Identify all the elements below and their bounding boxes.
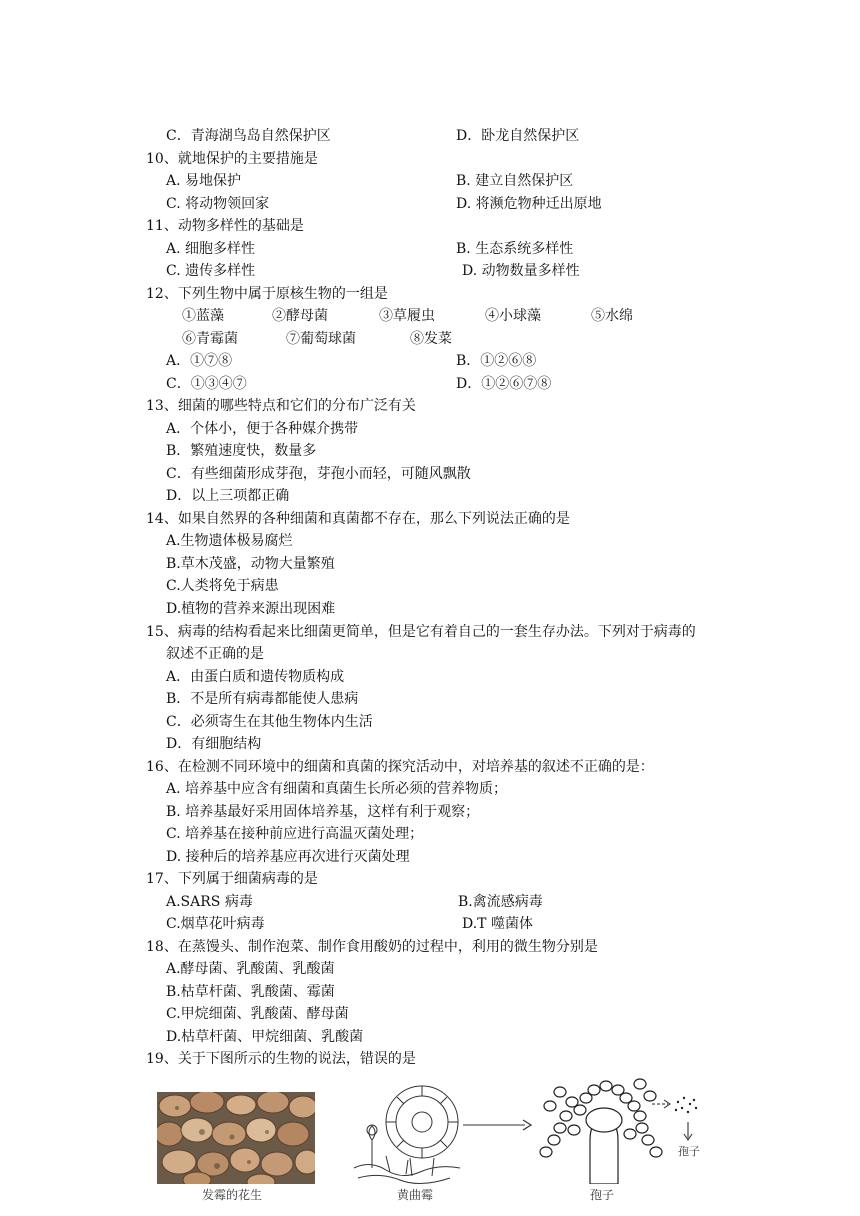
q12-option-c: C．①③④⑦ [166,376,247,392]
q15-option-c: C．必须寄生在其他生物体内生活 [166,714,373,730]
q17-option-b: B.禽流感病毒 [458,894,543,910]
q9-option-d: D．卧龙自然保护区 [456,128,580,144]
q13-option-c: C．有些细菌形成芽孢，芽孢小而轻，可随风飘散 [166,466,471,482]
q17-option-c: C.烟草花叶病毒 [166,916,265,932]
q13-option-d: D．以上三项都正确 [166,488,290,504]
q12-item: ①蓝藻 [182,308,224,324]
q14-option-b: B.草木茂盛，动物大量繁殖 [166,556,335,572]
q15-stem-line2: 叙述不正确的是 [166,646,264,662]
q14-option-a: A.生物遗体极易腐烂 [166,533,293,549]
q16-option-a: A. 培养基中应含有细菌和真菌生长所必须的营养物质； [166,781,508,797]
spore-label: 孢子 [678,1145,700,1158]
q18-option-d: D.枯草杆菌、甲烷细菌、乳酸菌 [166,1029,364,1045]
q11-option-c: C. 遗传多样性 [166,263,256,279]
q17-stem: 17、下列属于细菌病毒的是 [146,871,318,887]
q16-option-d: D. 接种后的培养基应再次进行灭菌处理 [166,849,410,865]
q11-option-a: A. 细胞多样性 [166,241,256,257]
q16-option-c: C. 培养基在接种前应进行高温灭菌处理； [166,826,424,842]
spore-caption: 孢子 [590,1188,615,1202]
moldy-peanut-photo [157,1092,315,1184]
q10-stem: 10、就地保护的主要措施是 [146,151,318,167]
q11-option-d: D. 动物数量多样性 [462,263,580,279]
q14-stem: 14、如果自然界的各种细菌和真菌都不存在，那么下列说法正确的是 [146,511,570,527]
q15-option-a: A．由蛋白质和遗传物质构成 [166,669,345,685]
aspergillus-caption: 黄曲霉 [397,1188,434,1202]
q12-stem: 12、下列生物中属于原核生物的一组是 [146,286,388,302]
q11-stem: 11、动物多样性的基础是 [146,218,304,234]
q18-option-b: B.枯草杆菌、乳酸菌、霉菌 [166,984,335,1000]
q9-option-c: C．青海湖鸟岛自然保护区 [166,128,331,144]
q19-stem: 19、关于下图所示的生物的说法，错误的是 [146,1051,416,1067]
q12-option-a: A．①⑦⑧ [166,353,233,369]
q10-option-a: A. 易地保护 [166,173,242,189]
q17-option-d: D.T 噬菌体 [462,916,533,932]
q12-item: ⑥青霉菌 [182,331,238,347]
q12-item: ⑦葡萄球菌 [286,331,356,347]
q13-stem: 13、细菌的哪些特点和它们的分布广泛有关 [146,398,416,414]
q11-option-b: B. 生态系统多样性 [456,241,574,257]
q15-option-b: B．不是所有病毒都能使人患病 [166,691,359,707]
q12-item: ⑤水绵 [591,308,633,324]
arrow-icon [463,1118,533,1132]
q10-option-c: C. 将动物领回家 [166,196,270,212]
q14-option-d: D.植物的营养来源出现困难 [166,601,336,617]
peanut-caption: 发霉的花生 [202,1188,263,1202]
q12-item: ②酵母菌 [272,308,328,324]
q16-option-b: B. 培养基最好采用固体培养基，这样有利于观察； [166,804,480,820]
q17-option-a: A.SARS 病毒 [166,894,253,910]
aspergillus-drawing [350,1080,465,1186]
q10-option-d: D. 将濒危物种迁出原地 [456,196,602,212]
q12-item: ④小球藻 [485,308,541,324]
q12-item: ③草履虫 [379,308,435,324]
q13-option-b: B．繁殖速度快，数量多 [166,443,317,459]
q12-option-d: D．①②⑥⑦⑧ [456,376,552,392]
conidiophore-drawing [530,1076,705,1184]
q15-stem-line1: 15、病毒的结构看起来比细菌更简单，但是它有着自己的一套生存办法。下列对于病毒的 [146,624,696,640]
q12-option-b: B．①②⑥⑧ [456,353,537,369]
q18-option-a: A.酵母菌、乳酸菌、乳酸菌 [166,961,335,977]
q16-stem: 16、在检测不同环境中的细菌和真菌的探究活动中，对培养基的叙述不正确的是： [146,759,654,775]
q12-item: ⑧发菜 [410,331,452,347]
q13-option-a: A．个体小，便于各种媒介携带 [166,421,359,437]
q15-option-d: D．有细胞结构 [166,736,262,752]
q14-option-c: C.人类将免于病患 [166,578,279,594]
q18-stem: 18、在蒸馒头、制作泡菜、制作食用酸奶的过程中，利用的微生物分别是 [146,939,598,955]
q18-option-c: C.甲烷细菌、乳酸菌、酵母菌 [166,1006,349,1022]
q10-option-b: B. 建立自然保护区 [456,173,574,189]
